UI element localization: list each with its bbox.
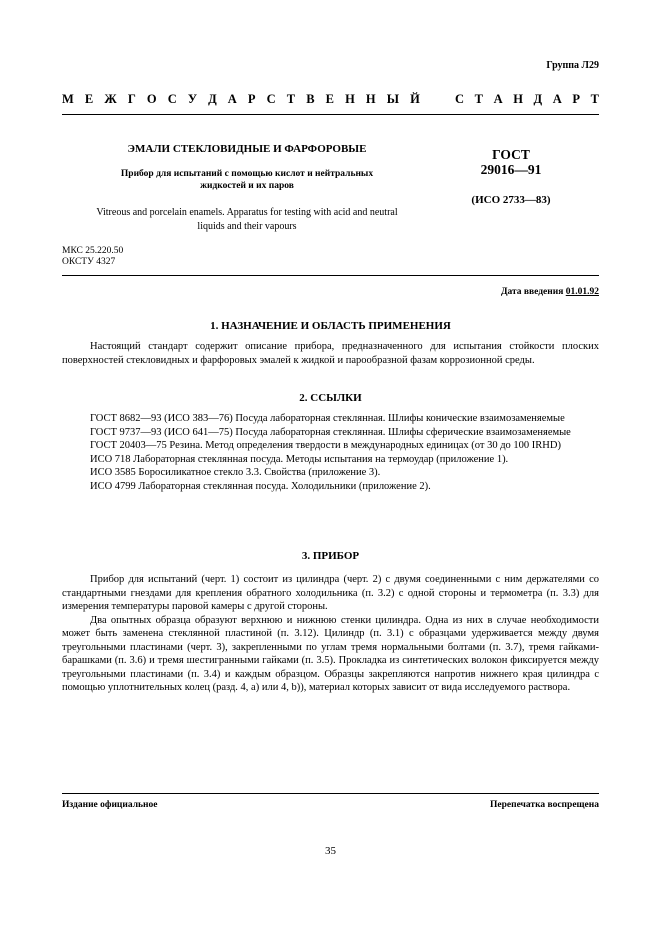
reference-item: ГОСТ 9737—93 (ИСО 641—75) Посуда лабораторная стеклянная. Шлифы сферические взаимозаменяемые bbox=[90, 426, 571, 438]
intro-date-label: Дата введения bbox=[500, 287, 564, 297]
top-rule bbox=[62, 114, 599, 115]
title-russian: ЭМАЛИ СТЕКЛОВИДНЫЕ И ФАРФОРОВЫЕ bbox=[127, 143, 367, 155]
title-block bbox=[62, 143, 432, 234]
reference-item: ГОСТ 20403—75 Резина. Метод определения твердости в международных единицах (от 30 до 100 IRHD) bbox=[90, 440, 561, 451]
banner-letter: В bbox=[306, 92, 315, 106]
introduction-date bbox=[501, 287, 599, 297]
banner-letter: Т bbox=[590, 92, 599, 106]
banner-letter: Н bbox=[365, 92, 376, 106]
reprint-prohibited-note: Перепечатка воспрещена bbox=[489, 800, 599, 810]
paragraph: Прибор для испытаний (черт. 1) состоит из цилиндра (черт. 2) с двумя соединенными с ним держателями со стандартными гнездами для крепления обратного холодильника (п. 3.2) с одной стороны и термометра (п. 3.3) для измерения температуры паровой камеры с другой стороны. bbox=[62, 574, 599, 612]
banner-word-standard bbox=[455, 92, 599, 107]
banner-letter: Д bbox=[208, 92, 217, 106]
official-edition-note: Издание официальное bbox=[62, 800, 158, 810]
banner-letter: А bbox=[227, 92, 237, 106]
reference-item: ГОСТ 8682—93 (ИСО 383—76) Посуда лабораторная стеклянная. Шлифы конические взаимозаменяемые bbox=[90, 413, 565, 424]
group-code: Группа Л29 bbox=[546, 60, 599, 71]
page-number: 35 bbox=[325, 845, 336, 857]
gost-number: 29016—91 bbox=[480, 162, 542, 177]
section-2-references bbox=[62, 412, 599, 493]
gost-label: ГОСТ bbox=[492, 147, 530, 162]
banner-letter: О bbox=[146, 92, 157, 106]
banner-letter: Й bbox=[410, 92, 420, 106]
gost-designation bbox=[440, 148, 582, 206]
banner-letter: У bbox=[187, 92, 197, 106]
mks-code: МКС 25.220.50 bbox=[62, 246, 124, 256]
section-1-text: Настоящий стандарт содержит описание прибора, предназначенного для испытания стойкости плоских поверхностей стекловидных и фарфоровых эмалей к жидкой и парообразной фазам коррозионной среды. bbox=[62, 341, 599, 366]
banner-letter: Р bbox=[572, 92, 580, 106]
banner-letter: Н bbox=[345, 92, 355, 106]
banner-letter: Т bbox=[286, 92, 296, 106]
banner-letter: Ж bbox=[104, 92, 117, 106]
intro-date-value: 01.01.92 bbox=[565, 287, 599, 297]
banner-letter: Ы bbox=[386, 92, 400, 106]
banner-word-interstate bbox=[62, 92, 420, 107]
reference-item: ИСО 4799 Лабораторная стеклянная посуда. Холодильники (приложение 2). bbox=[90, 480, 431, 492]
banner-letter: Р bbox=[247, 92, 256, 106]
codes-rule bbox=[62, 275, 599, 276]
banner-letter: А bbox=[493, 92, 503, 106]
section-3-text bbox=[62, 573, 599, 695]
classification-codes bbox=[62, 246, 123, 268]
banner-letter: С bbox=[167, 92, 177, 106]
banner-letter: Т bbox=[474, 92, 483, 106]
section-1-heading: 1. НАЗНАЧЕНИЕ И ОБЛАСТЬ ПРИМЕНЕНИЯ bbox=[210, 320, 451, 332]
banner-letter: Е bbox=[325, 92, 334, 106]
banner-letter: Д bbox=[533, 92, 543, 106]
standard-banner bbox=[62, 92, 599, 107]
title-english: Vitreous and porcelain enamels. Apparatus for testing with acid and neutral liquids and their vapours bbox=[96, 207, 398, 232]
subtitle-russian: Прибор для испытаний с помощью кислот и нейтральных жидкостей и их паров bbox=[120, 169, 374, 191]
footer-rule bbox=[62, 793, 599, 794]
iso-equivalent: (ИСО 2733—83) bbox=[471, 194, 551, 206]
section-2-heading: 2. ССЫЛКИ bbox=[299, 392, 362, 404]
banner-letter: Е bbox=[84, 92, 94, 106]
reference-item: ИСО 3585 Боросиликатное стекло 3.3. Свойства (приложение 3). bbox=[90, 467, 381, 478]
reference-item: ИСО 718 Лабораторная стеклянная посуда. Методы испытания на термоудар (приложение 1). bbox=[90, 453, 509, 465]
banner-letter: М bbox=[62, 92, 74, 106]
banner-letter: А bbox=[552, 92, 562, 106]
banner-letter: С bbox=[455, 92, 465, 106]
okstu-code: ОКСТУ 4327 bbox=[62, 257, 116, 267]
banner-letter: Г bbox=[127, 92, 136, 106]
banner-letter: С bbox=[266, 92, 276, 106]
section-3-heading: 3. ПРИБОР bbox=[301, 550, 360, 562]
banner-letter: Н bbox=[513, 92, 523, 106]
paragraph: Два опытных образца образуют верхнюю и нижнюю стенки цилиндра. Одна из них в случае необходимости может быть заменена стеклянной пластиной (п. 3.12). Цилиндр (п. 3.1) с образцами удерживается между двумя треугольными пластинами (черт. 3), закрепленными по углам тремя нормальными болтами (п. 3.7), тремя гайками-барашками (п. 3.6) и тремя шестигранными гайками (п. 3.5). Прокладка из синтетических волокон фиксируется между треугольными пластинами (п. 3.4) и каждым образцом. Образцы закрепляются напротив нижнего края цилиндра с помощью уплотнительных колец (разд. 4, а) или 4, b)), материал которых зависит от вида исследуемого раствора. bbox=[62, 614, 599, 693]
